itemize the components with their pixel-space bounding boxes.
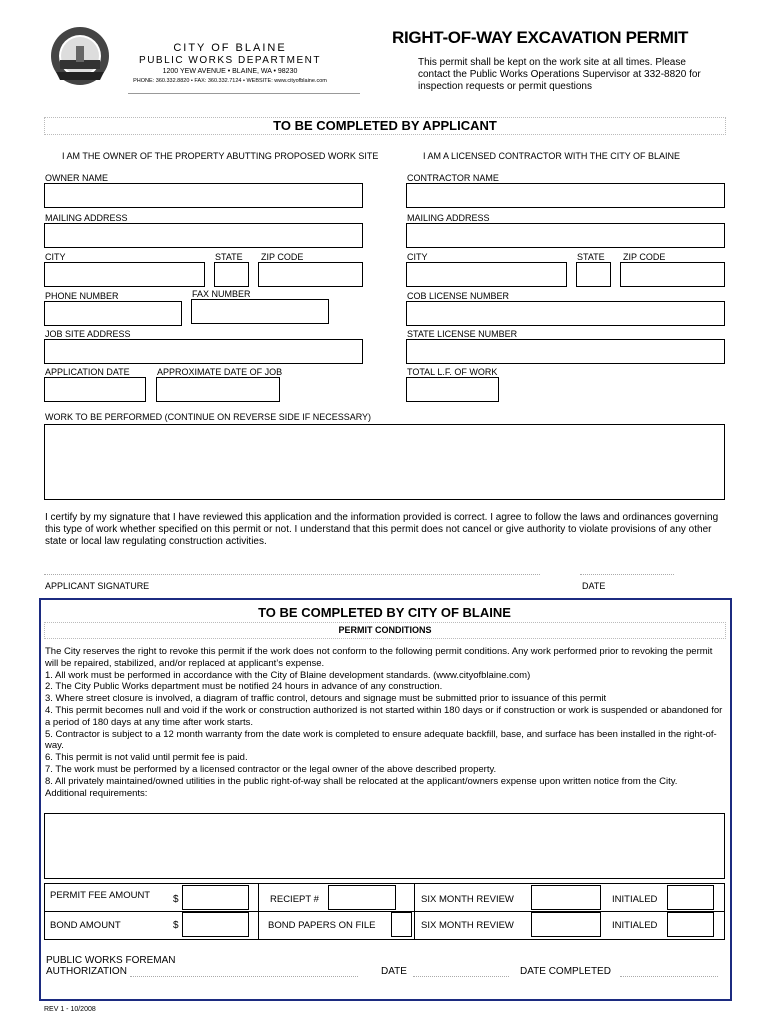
cob-license-field[interactable] bbox=[406, 301, 725, 326]
authorization-line[interactable] bbox=[130, 976, 358, 977]
signature-label: APPLICANT SIGNATURE bbox=[45, 581, 150, 591]
fee-table-col-1 bbox=[258, 883, 259, 940]
contractor-statement: I AM A LICENSED CONTRACTOR WITH THE CITY OF BLAINE bbox=[423, 151, 681, 161]
page-title: RIGHT-OF-WAY EXCAVATION PERMIT bbox=[392, 28, 689, 47]
work-field[interactable] bbox=[44, 424, 725, 500]
authorization-label: AUTHORIZATION bbox=[46, 966, 127, 977]
job-site-field[interactable] bbox=[44, 339, 363, 364]
condition-2: 2. The City Public Works department must be notified 24 hours in advance of any construction. bbox=[45, 681, 443, 693]
revision-footer: REV 1 - 10/2008 bbox=[44, 1006, 96, 1013]
owner-statement: I AM THE OWNER OF THE PROPERTY ABUTTING PROPOSED WORK SITE bbox=[62, 151, 379, 161]
department-address: 1200 YEW AVENUE • BLAINE, WA • 98230 bbox=[162, 68, 298, 75]
contractor-mailing-label: MAILING ADDRESS bbox=[407, 213, 490, 223]
condition-4: 4. This permit becomes null and void if the work or construction authorized is not started within 180 days or if construction or work is suspended or abandoned for a period of 180 days at any time after work starts. bbox=[45, 704, 723, 728]
total-lf-field[interactable] bbox=[406, 377, 499, 402]
owner-zip-field[interactable] bbox=[258, 262, 363, 287]
owner-city-label: CITY bbox=[45, 252, 66, 262]
six-month-review-2-field[interactable] bbox=[531, 912, 601, 937]
auth-date-line[interactable] bbox=[413, 976, 509, 977]
department-name: PUBLIC WORKS DEPARTMENT bbox=[139, 55, 321, 66]
total-lf-label: TOTAL L.F. OF WORK bbox=[407, 367, 498, 377]
contractor-zip-label: ZIP CODE bbox=[623, 252, 666, 262]
contractor-city-field[interactable] bbox=[406, 262, 567, 287]
foreman-label: PUBLIC WORKS FOREMAN bbox=[46, 955, 176, 966]
signature-line[interactable] bbox=[44, 574, 540, 575]
owner-mailing-field[interactable] bbox=[44, 223, 363, 248]
fee-table-divider bbox=[44, 911, 725, 912]
date-completed-line[interactable] bbox=[620, 976, 718, 977]
owner-city-field[interactable] bbox=[44, 262, 205, 287]
bond-amount-label: BOND AMOUNT bbox=[50, 920, 121, 931]
department-contact: PHONE: 360.332.8820 • FAX: 360.332.7124 • WEBSITE: www.cityofblaine.com bbox=[133, 78, 327, 84]
conditions-intro: The City reserves the right to revoke this permit if the work does not conform to the following permit conditions. Any work performed prior to revoking the permit will be repaired, stabilized, and/or replaced at applicant’s expense. bbox=[45, 646, 713, 669]
certification-text: I certify by my signature that I have reviewed this application and the information provided is correct. I agree to follow the laws and ordinances governing this type of work whether specified on this permit or not. I understand that this permit does not cancel or give authority to violate provisions of any other state or local law regulating construction activities. bbox=[45, 512, 719, 547]
initialed-2-label: INITIALED bbox=[612, 920, 658, 931]
application-date-field[interactable] bbox=[44, 377, 146, 402]
applicant-heading: TO BE COMPLETED BY APPLICANT bbox=[44, 117, 726, 135]
condition-6: 6. This permit is not valid until permit fee is paid. bbox=[45, 752, 248, 764]
owner-state-label: STATE bbox=[215, 252, 243, 262]
auth-date-label: DATE bbox=[381, 966, 407, 977]
contractor-state-field[interactable] bbox=[576, 262, 611, 287]
bond-papers-label: BOND PAPERS ON FILE bbox=[268, 920, 376, 931]
condition-7: 7. The work must be performed by a licensed contractor or the legal owner of the above described property. bbox=[45, 763, 497, 775]
bond-papers-checkbox[interactable] bbox=[391, 912, 412, 937]
job-site-label: JOB SITE ADDRESS bbox=[45, 329, 131, 339]
header-rule bbox=[128, 93, 360, 94]
owner-name-label: OWNER NAME bbox=[45, 173, 108, 183]
state-license-label: STATE LICENSE NUMBER bbox=[407, 329, 518, 339]
additional-requirements-label: Additional requirements: bbox=[45, 787, 148, 799]
six-month-review-2-label: SIX MONTH REVIEW bbox=[421, 920, 514, 931]
receipt-field[interactable] bbox=[328, 885, 396, 910]
contractor-state-label: STATE bbox=[577, 252, 605, 262]
fax-label: FAX NUMBER bbox=[192, 289, 251, 299]
fax-field[interactable] bbox=[191, 299, 329, 324]
condition-5: 5. Contractor is subject to a 12 month warranty from the date work is completed to ensure adequate backfill, base, and surface has been installed in the right-of-way. bbox=[45, 728, 717, 752]
contractor-mailing-field[interactable] bbox=[406, 223, 725, 248]
owner-name-field[interactable] bbox=[44, 183, 363, 208]
city-heading: TO BE COMPLETED BY CITY OF BLAINE bbox=[258, 605, 511, 620]
conditions-block bbox=[45, 646, 725, 799]
owner-zip-label: ZIP CODE bbox=[261, 252, 304, 262]
fee-table-col-2 bbox=[414, 883, 415, 940]
signature-date-label: DATE bbox=[582, 581, 606, 591]
owner-mailing-label: MAILING ADDRESS bbox=[45, 213, 128, 223]
condition-8: 8. All privately maintained/owned utilities in the public right-of-way shall be relocated at the applicant/owners expense upon written notice from the City. bbox=[45, 775, 678, 787]
permit-fee-dollar: $ bbox=[173, 894, 179, 905]
contractor-name-field[interactable] bbox=[406, 183, 725, 208]
permit-notice: This permit shall be kept on the work site at all times. Please contact the Public Works Operations Supervisor at 332-8820 for inspection requests or permit questions bbox=[418, 57, 701, 92]
date-completed-label: DATE COMPLETED bbox=[520, 966, 611, 977]
six-month-review-1-label: SIX MONTH REVIEW bbox=[421, 894, 514, 905]
initialed-1-field[interactable] bbox=[667, 885, 714, 910]
application-date-label: APPLICATION DATE bbox=[45, 367, 130, 377]
approx-date-field[interactable] bbox=[156, 377, 280, 402]
city-seal bbox=[50, 26, 110, 86]
six-month-review-1-field[interactable] bbox=[531, 885, 601, 910]
owner-state-field[interactable] bbox=[214, 262, 249, 287]
phone-field[interactable] bbox=[44, 301, 182, 326]
permit-fee-field[interactable] bbox=[182, 885, 249, 910]
additional-requirements-field[interactable] bbox=[44, 813, 725, 879]
state-license-field[interactable] bbox=[406, 339, 725, 364]
condition-1: 1. All work must be performed in accordance with the City of Blaine development standards. (www.cityofblaine.com) bbox=[45, 669, 531, 681]
contractor-zip-field[interactable] bbox=[620, 262, 725, 287]
contractor-name-label: CONTRACTOR NAME bbox=[407, 173, 499, 183]
city-name: CITY OF BLAINE bbox=[173, 42, 287, 54]
conditions-heading: PERMIT CONDITIONS bbox=[44, 622, 726, 639]
contractor-city-label: CITY bbox=[407, 252, 428, 262]
receipt-label: RECIEPT # bbox=[270, 894, 319, 905]
initialed-2-field[interactable] bbox=[667, 912, 714, 937]
bond-amount-field[interactable] bbox=[182, 912, 249, 937]
cob-license-label: COB LICENSE NUMBER bbox=[407, 291, 510, 301]
work-label: WORK TO BE PERFORMED (CONTINUE ON REVERSE SIDE IF NECESSARY) bbox=[45, 412, 372, 422]
date-line[interactable] bbox=[580, 574, 674, 575]
bond-amount-dollar: $ bbox=[173, 920, 179, 931]
condition-3: 3. Where street closure is involved, a diagram of traffic control, detours and signage must be submitted prior to issuance of this permit bbox=[45, 693, 607, 705]
phone-label: PHONE NUMBER bbox=[45, 291, 119, 301]
approx-date-label: APPROXIMATE DATE OF JOB bbox=[157, 367, 283, 377]
permit-fee-label: PERMIT FEE AMOUNT bbox=[50, 890, 151, 901]
initialed-1-label: INITIALED bbox=[612, 894, 658, 905]
